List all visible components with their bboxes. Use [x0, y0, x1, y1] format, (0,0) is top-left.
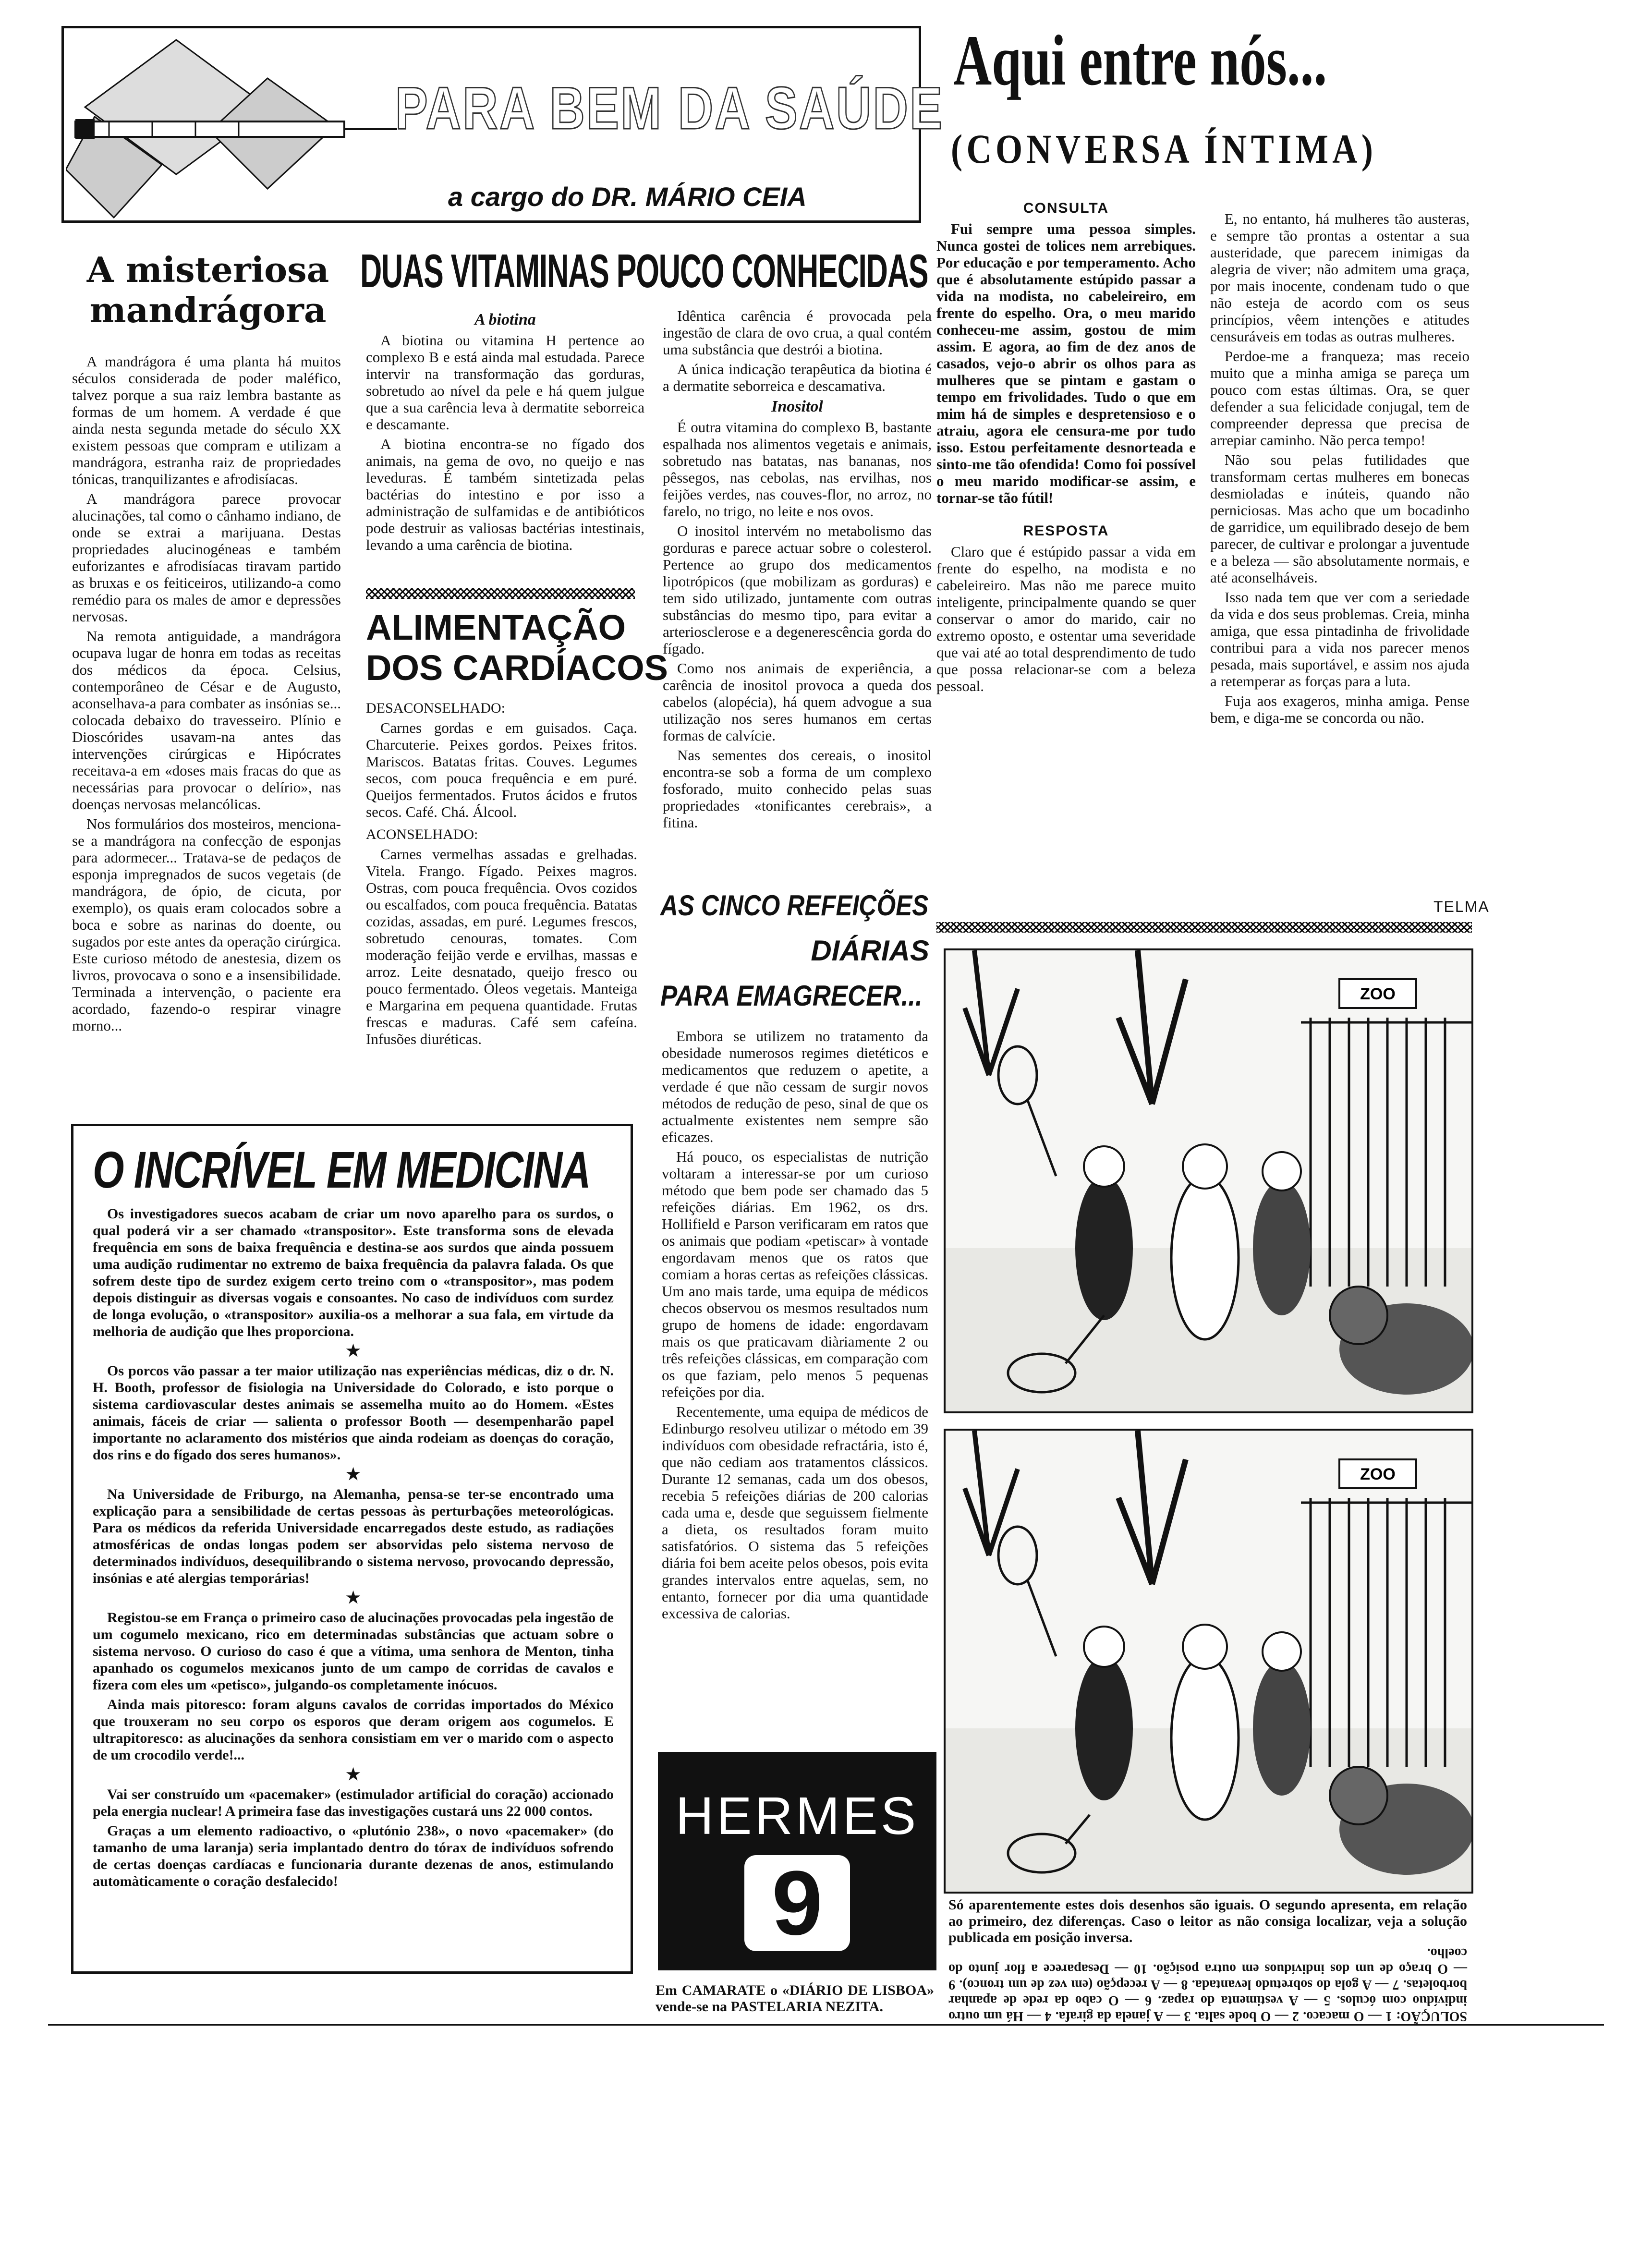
paragraph: Os investigadores suecos acabam de criar um novo aparelho para os surdos, o qual poderá vir a ser chamado «transpositor». Este transforma sons de elevada frequência em sons de baixa frequência e destina-se aos surdos que ainda possuem uma audição rudimentar no extremo de baixa frequência da palavra falada. Os que sofrem deste tipo de surdez exigem certo treino com o «transpositor», mas podem depois distinguir as diversas vogais e consoantes. No caso de indivíduos com surdez de longa evolução, o «transpositor» auxilia-os a melhorar a sua fala, em virtude da melhoria de audição que lhes proporciona. [93, 1206, 614, 1339]
incrivel-box [71, 1124, 633, 1974]
paragraph: Nas sementes dos cereais, o inositol encontra-se sob a forma de um complexo fosforado, muito conhecido pelas suas propriedades «tonificantes cerebrais», a fitina. [663, 747, 932, 831]
subheading-biotina: A biotina [474, 311, 536, 328]
refeicoes-title-line1: AS CINCO REFEIÇÕES [660, 889, 929, 922]
paragraph: Idêntica carência é provocada pela ingestão de clara de ovo crua, a qual contém uma substância que destrói a biotina. [663, 307, 932, 358]
paragraph: A biotina encontra-se no fígado dos animais, na gema de ovo, no queijo e nas leveduras. É também sintetizada pelas bactérias do intestino e por isso a administração de sulfamidas e de antibióticos pode destruir as valiosas bactérias intestinais, levando a uma carência de biotina. [366, 436, 644, 553]
vitaminas-col2 [663, 307, 932, 834]
paragraph: Na Universidade de Friburgo, na Alemanha, pensa-se ter-se encontrado uma explicação para a sensibilidade de certas pessoas às perturbações meteorológicas. Para os médicos da referida Universidade encarregados deste estudo, as radiações atmosféricas de ondas longas podem ser absorvidas pelo sistema nervoso de determinados indivíduos, desequilibrando o sistema nervoso, provocando depressão, insónias e até alergias temporárias! [93, 1486, 614, 1586]
refeicoes-title-line3: PARA EMAGRECER... [660, 980, 923, 1012]
paragraph: É outra vitamina do complexo B, bastante espalhada nos alimentos vegetais e animais, sobretudo nas batatas, nas bananas, nos pêssegos, nas cebolas, nas ervilhas, nos feijões verdes, nas couves-flor, no arroz, no farelo, no trigo, no leite e nos ovos. [663, 419, 932, 520]
section-byline: a cargo do DR. MÁRIO CEIA [448, 182, 807, 212]
star-separator-icon: ★ [346, 1342, 361, 1360]
resposta-column [1210, 210, 1470, 729]
resposta-label: RESPOSTA [1023, 523, 1109, 539]
paragraph: Perdoe-me a franqueza; mas receio muito que a minha amiga se pareça um pouco com estas últimas. Ora, se quer defender a sua felicidade conjugal, tem de compreender depressa que precisa de arrepiar caminho. Não perca tempo! [1210, 348, 1470, 449]
hermes-brand: HERMES [675, 1786, 919, 1846]
paragraph: Recentemente, uma equipa de médicos de Edinburgo resolveu utilizar o método em 39 indivíduos com obesidade refractária, isto é, que não cediam aos tratamentos clássicos. Durante 12 semanas, cada um dos obesos, recebia 5 refeições diárias de 200 calorias cada uma e, desde que seguissem fielmente a dieta, os resultados foram muito satisfatórios. O sistema das 5 refeições diária foi bem aceite pelos obesos, pois evita grandes intervalos entre aquelas, sem, no entanto, fornecer por dia uma quantidade excessiva de calorias. [662, 1403, 928, 1622]
paragraph: A mandrágora é uma planta há muitos séculos considerada de poder maléfico, talvez porque a sua raiz lembra bastante as formas de um homem. A verdade é que ainda nesta segunda metade do século XX existem pessoas que compram e utilizam a mandrágora, estranha raiz de propriedades tónicas, tranquilizantes e afrodisíacas. [72, 353, 341, 487]
cartoon-panel-original [944, 948, 1473, 1413]
decorative-divider [936, 922, 1472, 933]
footer-rule [48, 2024, 1604, 2026]
paragraph: A única indicação terapêutica da biotina é a dermatite seborreica e descamativa. [663, 361, 932, 394]
mandragora-title-line2: mandrágora [89, 290, 327, 330]
paragraph: Há pouco, os especialistas de nutrição voltaram a interessar-se por um curioso método que bem pode ser chamado das 5 refeições diárias. Em 1962, os drs. Hollifield e Parson verificaram em ratos que os animais que podiam «petiscar» à vontade engordavam menos que os ratos que comiam a horas certas as refeições clássicas. Um ano mais tarde, uma equipa de médicos checos observou os mesmos resultados num grupo de homens de idade: engordavam mais os que praticavam diàriamente 2 ou três refeições clássicas, em comparação com os que faziam, pelo menos 5 pequenas refeições por dia. [662, 1148, 928, 1400]
zoo-sign-text: ZOO [1360, 985, 1396, 1003]
vitaminas-col1 [366, 307, 644, 556]
solution-text: SOLUÇÃO: 1 — O macaco. 2 — O bode salta. 3 — A janela da girafa. 4 — Há um outro indivíduo com óculos. 5 — A vestimenta do rapaz. 6 — O cabo da rede de apanhar borboletas. 7 — A gola do sobretudo levantada. 8 — A recepção (em vez de um tronco). 9 — O braço de um dos indivíduos em outra posição. 10 — Desaparece a flor junto do coelho. [948, 1945, 1467, 2024]
hermes-advertisement [658, 1752, 936, 1970]
hermes-number: 9 [772, 1852, 823, 1954]
paragraph: Isso nada tem que ver com a seriedade da vida e dos seus problemas. Creia, minha amiga, que essa pintadinha de frivolidade contribui para a vida nos parecer menos pesada, mais suportável, e assim nos ajuda a retemperar as forças para a luta. [1210, 589, 1470, 690]
zoo-scene-illustration [946, 1431, 1471, 1892]
section-header-box [61, 26, 944, 223]
paragraph: Carnes gordas e em guisados. Caça. Charcuterie. Peixes gordos. Peixes fritos. Mariscos. Batatas fritas. Couves. Legumes secos, com pouca frequência e em puré. Queijos fermentados. Frutos ácidos e frutos secos. Café. Chá. Álcool. [366, 719, 637, 820]
paragraph: Na remota antiguidade, a mandrágora ocupava lugar de honra em todas as receitas dos médicos da época. Celsius, contemporâneo de César e de Augusto, aconselhava-a para combater as insónias se... colocada debaixo do travesseiro. Plínio e Dioscórides usavam-na antes das intervenções cirúrgicas e Hipócrates receitava-a em «doses mais fracas do que as necessárias para provocar o delírio», nas doenças nervosas melancólicas. [72, 628, 341, 813]
star-separator-icon: ★ [346, 1766, 361, 1784]
consulta-letter: Fui sempre uma pessoa simples. Nunca gostei de tolices nem arrebiques. Por educação e por temperamento. Acho que é absolutamente estúpido passar a vida na modista, no cabeleireiro, em frente do espelho. Ora, o meu marido conheceu-me assim, gostou de mim assim. E agora, ao fim de dez anos de casados, vejo-o abrir os olhos para as mulheres que se pintam e gastam o tempo em frivolidades. Tudo o que em mim há de simples e despretensioso e o atraiu, agora ele censura-me por tudo isso. Estou perfeitamente desnorteada e sinto-me tão ofendida! Como foi possível o meu marido modificar-se assim, e tornar-se tão fútil! [936, 220, 1196, 506]
mandragora-title-line1: A misteriosa [86, 249, 329, 290]
footer-notice: Em CAMARATE o «DIÁRIO DE LISBOA» vende-se na PASTELARIA NEZITA. [656, 1982, 934, 2015]
subheading-inositol: Inositol [771, 398, 823, 415]
syringe-flower-illustration [66, 30, 402, 220]
refeicoes-title [660, 888, 929, 1013]
zoo-scene-illustration [946, 950, 1471, 1411]
cardiacos-article [366, 694, 637, 1050]
paragraph: Registou-se em França o primeiro caso de alucinações provocadas pela ingestão de um cogumelo mexicano, rico em determinadas substâncias que actuam sobre o sistema nervoso. O curioso do caso é que a vítima, uma senhora de Menton, tinha apanhado os cogumelos mexicanos junto de um campo de corridas de cavalos e fizera com eles um «petisco», julgando-os completamente inócuos. [93, 1610, 614, 1693]
label-aconselhado: ACONSELHADO: [366, 826, 478, 842]
paragraph: A mandrágora parece provocar alucinações, tal como o cânhamo indiano, de onde se extrai a marijuana. Destas propriedades alucinogéneas e também euforizantes e afrodisíacas tiravam partido as bruxas e os feiticeiros, utilizando-a como remédio para os males de amor e depressões nervosas. [72, 490, 341, 625]
cardiacos-title-line1: ALIMENTAÇÃO [366, 607, 626, 647]
decorative-divider [366, 588, 635, 599]
paragraph: Fuja aos exageros, minha amiga. Pense bem, e diga-me se concorda ou não. [1210, 692, 1470, 726]
conversa-subtitle: (CONVERSA ÍNTIMA) [951, 126, 1377, 172]
incrivel-title: O INCRÍVEL EM MEDICINA [93, 1141, 590, 1199]
cardiacos-title [366, 607, 668, 688]
paragraph: A biotina ou vitamina H pertence ao complexo B e está ainda mal estudada. Parece intervir na transformação das gorduras, sobretudo ao nível da pele e há quem julgue que a sua carência leva à dermatite seborreica e descamante. [366, 332, 644, 433]
incrivel-article [93, 1205, 614, 1893]
star-separator-icon: ★ [346, 1589, 361, 1607]
paragraph: Não sou pelas futilidades que transformam certas mulheres em bonecas desmioladas e inúteis, quando não perniciosas. Mas acho que um bocadinho de garridice, um equilibrado desejo de bem parecer, de cultivar e prolongar a juventude e a beleza — são absolutamente normais, e até aconselháveis. [1210, 451, 1470, 586]
consulta-label: CONSULTA [1023, 200, 1109, 216]
label-desaconselhado: DESACONSELHADO: [366, 700, 506, 716]
paragraph: E, no entanto, há mulheres tão austeras, e sempre tão prontas a ostentar a sua austeridade, que parecem inimigas da alegria de viver; não admitem uma graça, por mais inocente, condenam tudo o que não esteja de acordo com os seus princípios, vêem intenções e atitudes censuráveis em todas as outras mulheres. [1210, 210, 1470, 345]
vitaminas-title: DUAS VITAMINAS POUCO CONHECIDAS [360, 244, 928, 297]
refeicoes-article [662, 1028, 928, 1625]
mandragora-article [72, 353, 341, 1037]
conversa-title: Aqui entre nós... [953, 21, 1327, 100]
paragraph: Graças a um elemento radioactivo, o «plutónio 238», o novo «pacemaker» (do tamanho de uma laranja) seria implantado dentro do tórax de indivíduos sofrendo de certas doenças cardíacas e funcionaria durante dezenas de anos, estimulando automàticamente o coração desfalecido! [93, 1823, 614, 1889]
consulta-column [936, 196, 1196, 697]
section-title: PARA BEM DA SAÚDE [395, 75, 944, 142]
cardiacos-title-line2: DOS CARDÍACOS [366, 648, 668, 688]
cartoon-panel-modified [944, 1429, 1473, 1894]
cartoon-caption: Só aparentemente estes dois desenhos são iguais. O segundo apresenta, em relação ao primeiro, dez diferenças. Caso o leitor as não consiga localizar, veja a solução publicada em posição inversa. [948, 1897, 1467, 1945]
hermes-number-box [744, 1852, 850, 1954]
paragraph: Embora se utilizem no tratamento da obesidade numerosos regimes dietéticos e medicamentos que reduzem o apetite, a verdade é que não cessam de surgir novos métodos de redução de peso, sinal de que os actualmente existentes nem sempre são eficazes. [662, 1028, 928, 1145]
zoo-sign-text: ZOO [1360, 1465, 1396, 1483]
mandragora-title [71, 250, 345, 330]
paragraph: O inositol intervém no metabolismo das gorduras e parece actuar sobre o colesterol. Pertence ao grupo dos medicamentos lipotrópicos (que mobilizam as gorduras) e tem sido utilizado, juntamente com outras substâncias do mesmo tipo, para evitar a arteriosclerose e a degenerescência gorda do fígado. [663, 522, 932, 657]
refeicoes-title-line2: DIÁRIAS [811, 935, 929, 967]
signature: TELMA [1433, 898, 1490, 915]
paragraph: Como nos animais de experiência, a carência de inositol provoca a queda dos cabelos (alopécia), há quem advogue a sua utilização nos seres humanos em certas formas de calvície. [663, 660, 932, 744]
paragraph: Claro que é estúpido passar a vida em frente do espelho, na modista e no cabeleireiro. Mas não me parece muito inteligente, principalmente quando se quer conservar o amor do marido, cair no extremo oposto, e ostentar uma severidade que vai até ao total desprendimento de tudo que possa relacionar-se com a beleza pessoal. [936, 543, 1196, 694]
cartoon-solution-upside-down [948, 1945, 1467, 2024]
star-separator-icon: ★ [346, 1466, 361, 1483]
paragraph: Os porcos vão passar a ter maior utilização nas experiências médicas, diz o dr. N. H. Booth, professor de fisiologia na Universidade do Colorado, e isto porque o sistema cardiovascular destes animais se assemelha muito ao do Homem. «Estes animais, fáceis de criar — salienta o professor Booth — desempenharão papel importante no aclaramento dos mistérios que ainda rodeiam as doenças do coração, dos rins e do fígado dos seres humanos». [93, 1363, 614, 1463]
paragraph: Ainda mais pitoresco: foram alguns cavalos de corridas importados do México que trouxeram no seu corpo os esporos que deram origem aos cogumelos. E ultrapitoresco: as alucinações da senhora consistiam em ver o marido com o aspecto de um crocodilo verde!... [93, 1697, 614, 1763]
paragraph: Nos formulários dos mosteiros, menciona-se a mandrágora na confecção de esponjas para adormecer... Tratava-se de pedaços de esponja impregnados de sucos vegetais (de mandrágora, de ópio, de cicuta, por exemplo), os quais eram colocados sobre a boca e sobre as narinas do doente, ou sugados por este antes da operação cirúrgica. Este curioso método de anestesia, dizem os livros, provocava o sono e a insensibilidade. Terminada a intervenção, o paciente era acordado, fazendo-o respirar vinagre morno... [72, 815, 341, 1034]
paragraph: Carnes vermelhas assadas e grelhadas. Vitela. Frango. Fígado. Peixes magros. Ostras, com pouca frequência. Ovos cozidos ou escalfados, com pouca frequência. Batatas cozidas, assadas, em puré. Legumes frescos, sobretudo cenouras, tomates. Com moderação feijão verde e ervilhas, massas e arroz. Leite desnatado, queijo fresco ou pouco fermentado. Óleos vegetais. Manteiga e Margarina em pequena quantidade. Frutas frescas e maduras. Café sem cafeína. Infusões diuréticas. [366, 846, 637, 1047]
paragraph: Vai ser construído um «pacemaker» (estimulador artificial do coração) accionado pela energia nuclear! A primeira fase das investigações custará uns 22 000 contos. [93, 1786, 614, 1819]
